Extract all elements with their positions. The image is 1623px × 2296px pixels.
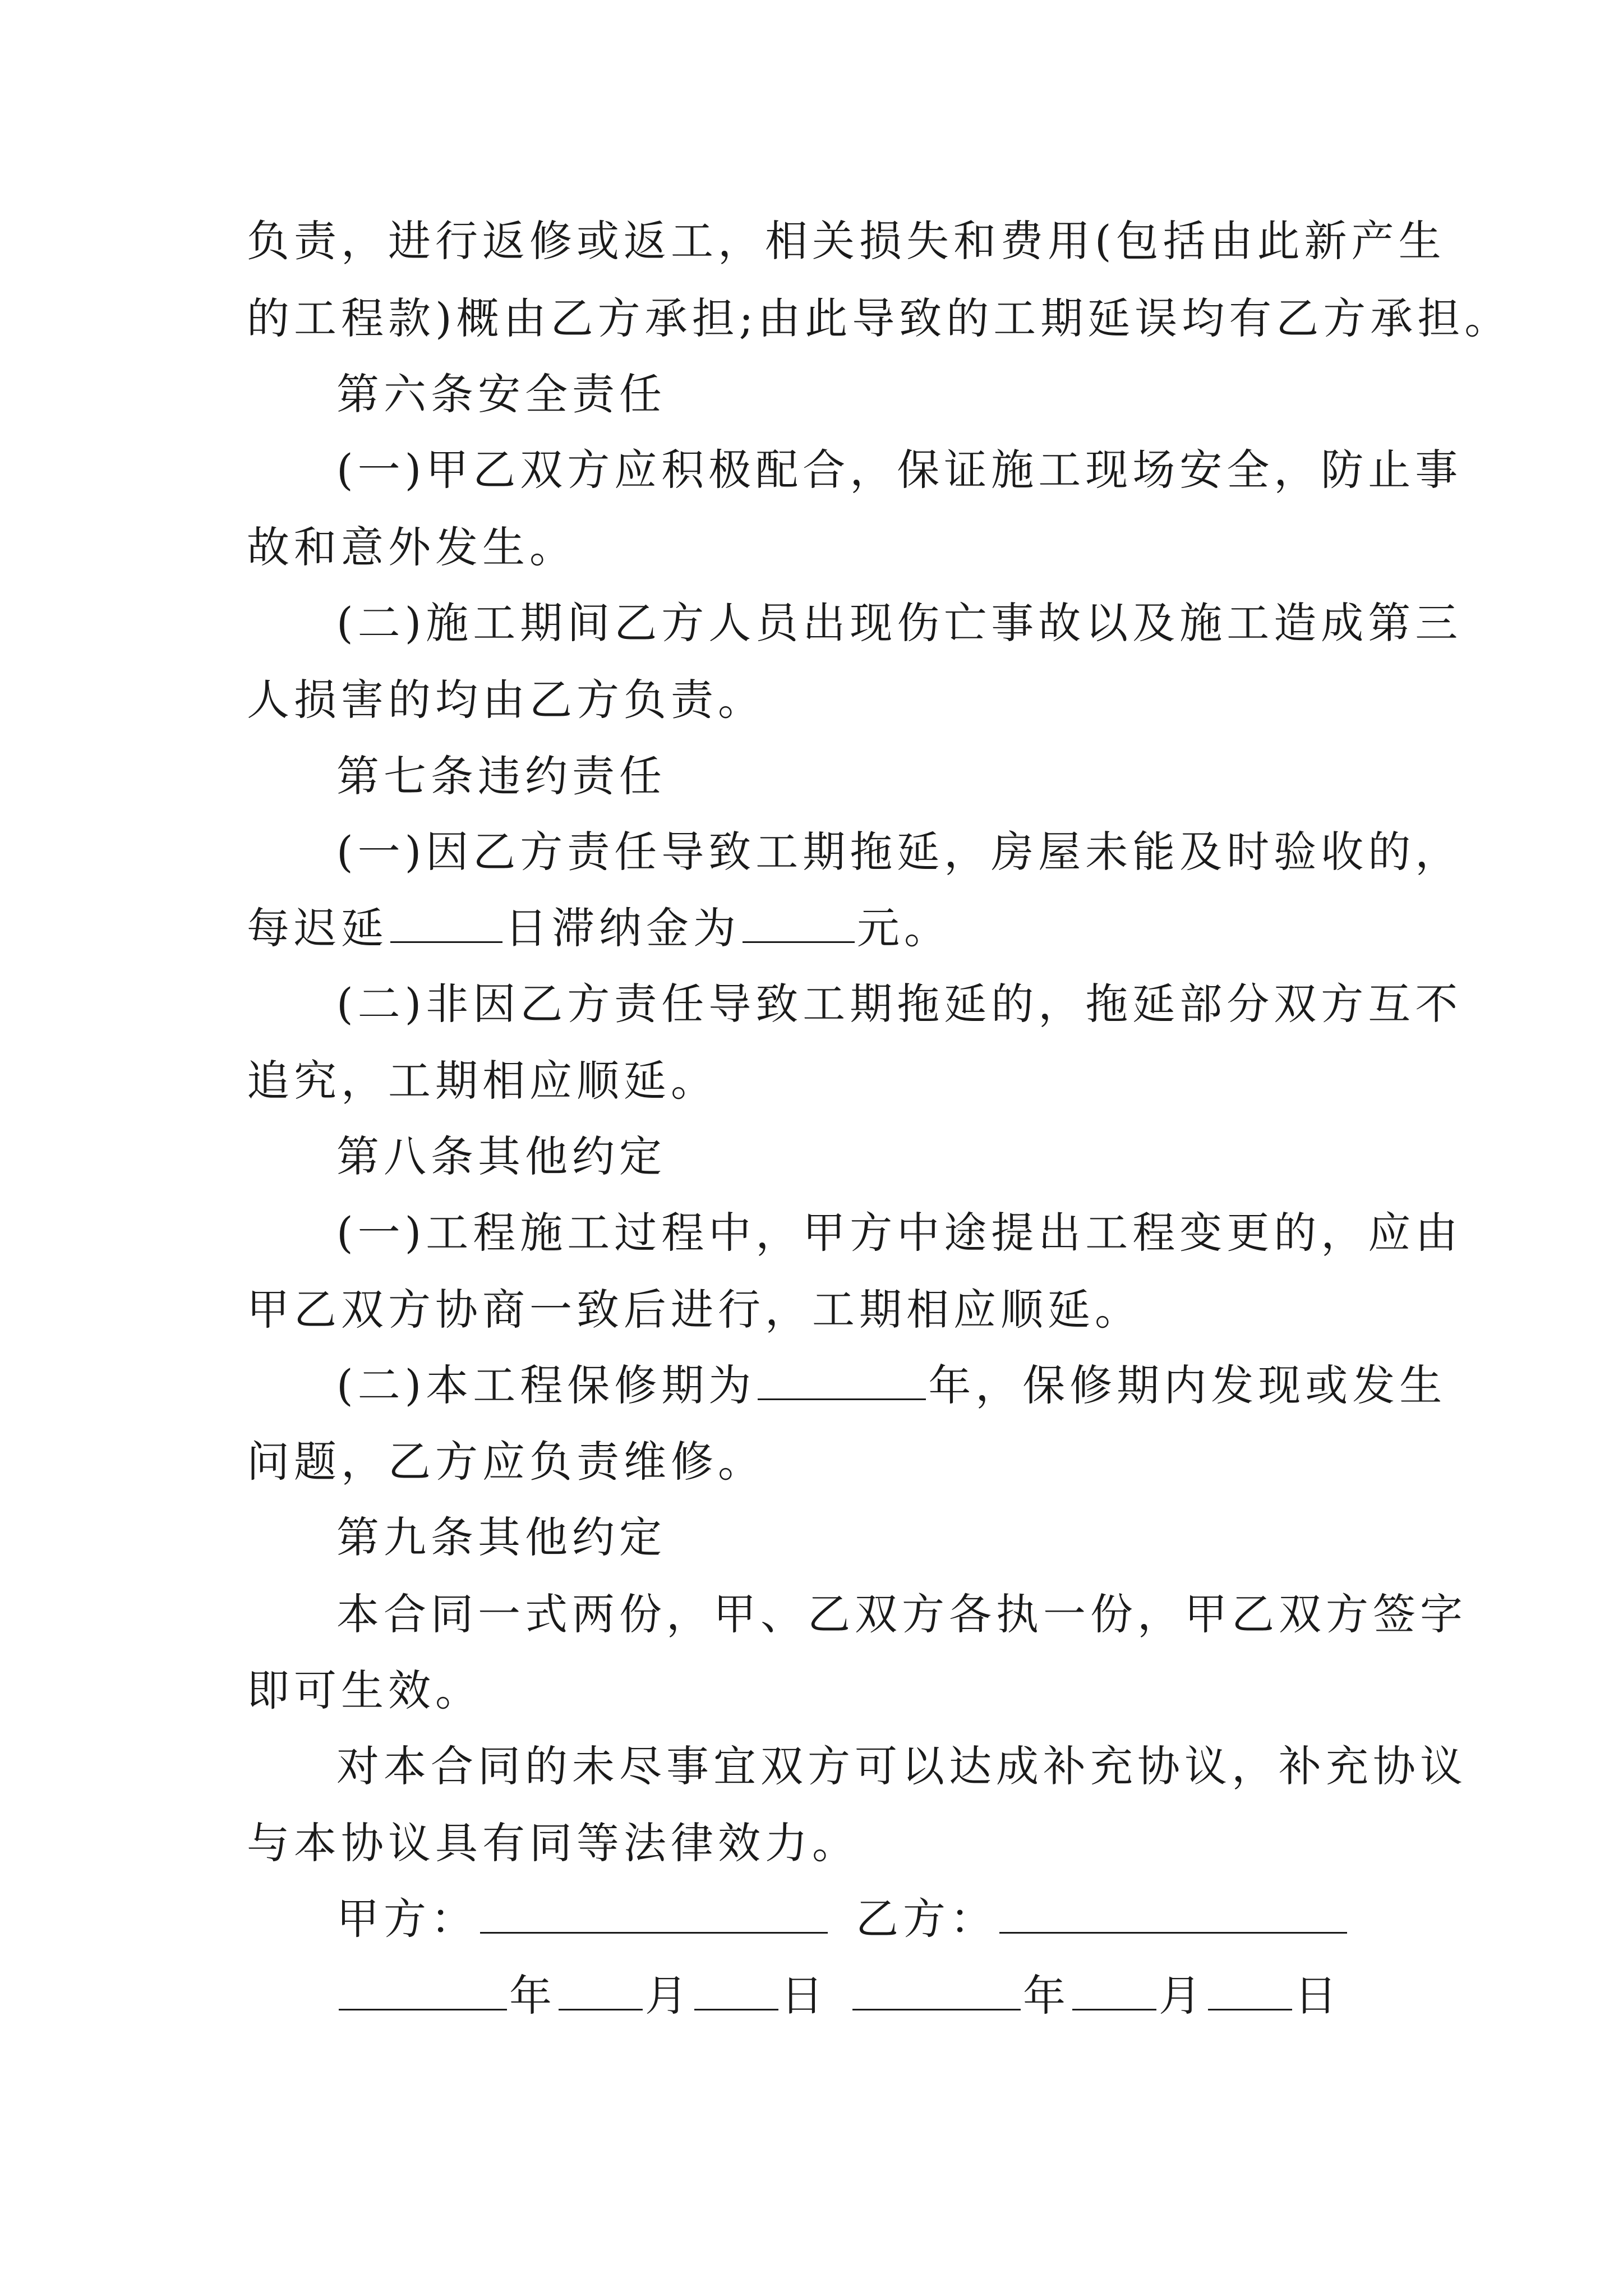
text-fragment: (二)本工程保修期为	[336, 1360, 756, 1410]
section-heading: 第九条其他约定	[336, 1512, 666, 1562]
section-heading: 第七条违约责任	[336, 751, 666, 801]
text-fragment: 元。	[857, 903, 951, 953]
party-b-month-blank[interactable]	[1072, 1975, 1156, 2010]
text-line: (一)因乙方责任导致工期拖延，房屋未能及时验收的，	[336, 827, 1463, 877]
party-a-label: 甲方：	[336, 1894, 478, 1944]
text-line: 人损害的均由乙方负责。	[247, 675, 765, 725]
text-line: 负责，进行返修或返工，相关损失和费用(包括由此新产生	[247, 216, 1446, 266]
text-line: (一)甲乙双方应积极配合，保证施工现场安全，防止事	[336, 445, 1463, 495]
party-b-year-blank[interactable]	[852, 1975, 1021, 2010]
text-line: (二)非因乙方责任导致工期拖延的，拖延部分双方互不	[336, 979, 1463, 1029]
text-line: 即可生效。	[247, 1665, 482, 1715]
date-line	[336, 1968, 1525, 2024]
text-fragment: 年，保修期内发现或发生	[928, 1360, 1447, 1410]
text-fragment: 日滞纳金为	[505, 903, 740, 953]
section-heading: 第六条安全责任	[336, 369, 666, 419]
text-line: 追究，工期相应顺延。	[247, 1056, 718, 1106]
text-line: (一)工程施工过程中，甲方中途提出工程变更的，应由	[336, 1208, 1463, 1258]
party-a-month-blank[interactable]	[559, 1975, 643, 2010]
signature-line	[336, 1891, 1525, 1947]
text-line: 本合同一式两份，甲、乙双方各执一份，甲乙双方签字	[336, 1589, 1467, 1639]
text-line-with-blanks	[247, 900, 1436, 956]
month-label: 月	[1159, 1971, 1206, 2021]
text-line: (二)施工期间乙方人员出现伤亡事故以及施工造成第三	[336, 598, 1463, 648]
year-label: 年	[1023, 1971, 1070, 2021]
text-line: 与本协议具有同等法律效力。	[247, 1818, 859, 1868]
fill-blank-warranty-years[interactable]	[758, 1365, 926, 1400]
text-line-with-blanks	[336, 1358, 1525, 1414]
fill-blank-amount[interactable]	[743, 908, 855, 943]
text-line: 对本合同的未尽事宜双方可以达成补充协议，补充协议	[336, 1741, 1467, 1791]
year-label: 年	[509, 1971, 556, 2021]
party-b-signature-blank[interactable]	[999, 1898, 1347, 1934]
text-line: 的工程款)概由乙方承担;由此导致的工期延误均有乙方承担。	[247, 293, 1512, 343]
party-a-year-blank[interactable]	[339, 1975, 507, 2010]
text-line: 故和意外发生。	[247, 522, 577, 572]
section-heading: 第八条其他约定	[336, 1131, 666, 1181]
party-b-label: 乙方：	[856, 1894, 997, 1944]
fill-blank-days[interactable]	[390, 908, 502, 943]
party-a-signature-blank[interactable]	[480, 1898, 828, 1934]
month-label: 月	[645, 1971, 692, 2021]
day-label: 日	[1294, 1971, 1341, 2021]
day-label: 日	[781, 1971, 828, 2021]
text-line: 甲乙双方协商一致后进行，工期相应顺延。	[247, 1285, 1142, 1335]
text-fragment: 每迟延	[247, 903, 388, 953]
party-b-day-blank[interactable]	[1208, 1975, 1292, 2010]
party-a-day-blank[interactable]	[694, 1975, 778, 2010]
text-line: 问题，乙方应负责维修。	[247, 1437, 765, 1487]
